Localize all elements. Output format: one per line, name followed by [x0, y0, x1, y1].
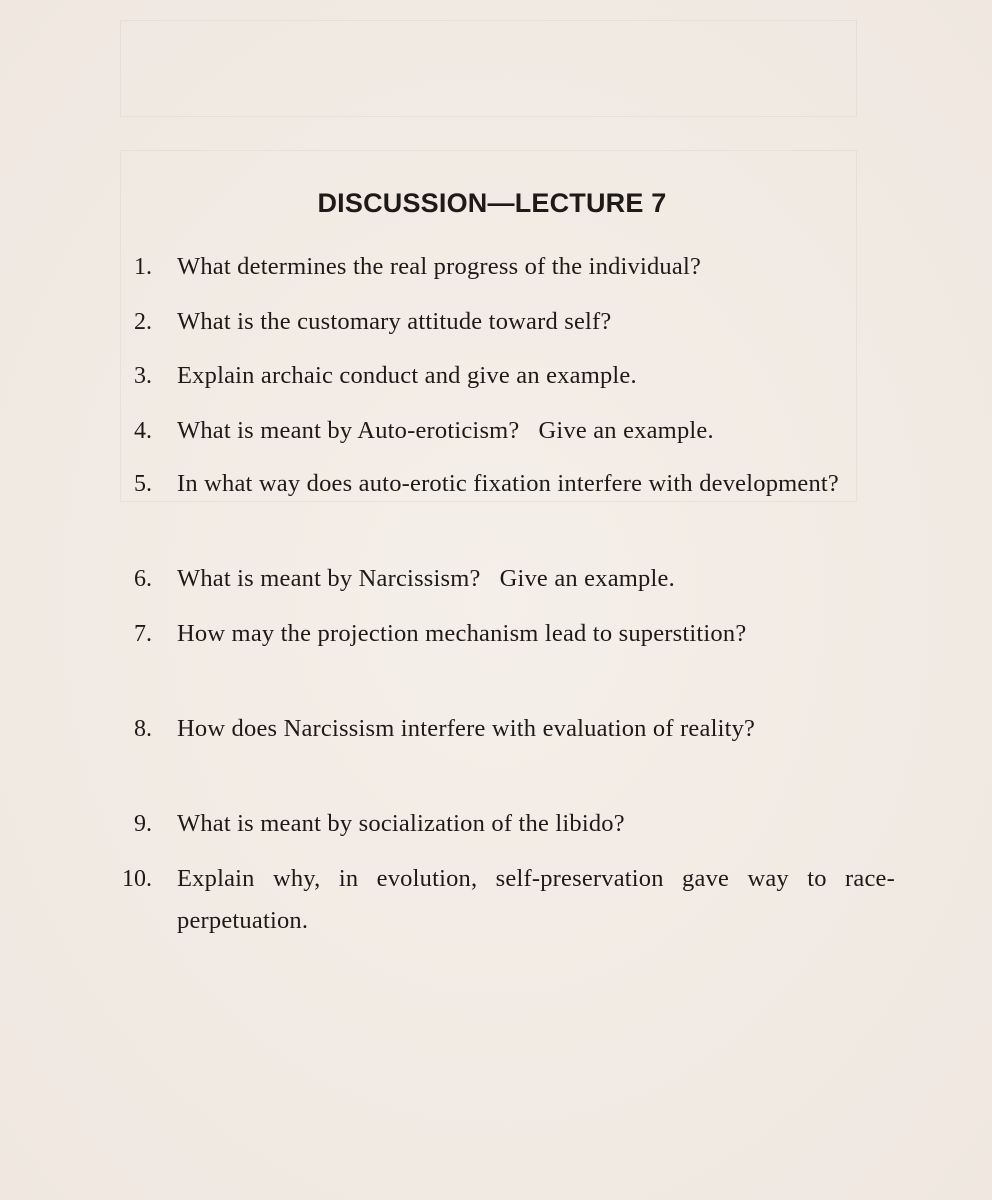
list-item [100, 708, 895, 750]
item-number: 7. [134, 621, 152, 647]
item-text: What is meant by Narcissism? Give an example. [177, 565, 675, 592]
item-text: What is the customary attitude toward self? [177, 308, 612, 335]
page-title: DISCUSSION—LECTURE 7 [317, 188, 667, 218]
item-text: Explain why, in evolution, self-preservation gave way to race-perpetuation. [177, 865, 895, 934]
item-number: 9. [134, 811, 152, 837]
item-number: 6. [134, 566, 152, 592]
list-item [100, 613, 895, 655]
list-item [100, 803, 895, 845]
item-text: What is meant by socialization of the libido? [177, 810, 625, 837]
item-number: 5. [134, 471, 152, 497]
item-text: In what way does auto-erotic fixation interfere with development? [177, 470, 840, 497]
list-item [100, 410, 895, 452]
list-item [100, 355, 895, 397]
list-item [100, 301, 895, 343]
list-item [100, 558, 895, 600]
item-text: Explain archaic conduct and give an example. [177, 362, 637, 389]
list-item [100, 463, 895, 505]
bleed-through-box [120, 20, 857, 117]
item-number: 10. [122, 866, 152, 892]
item-text: How may the projection mechanism lead to superstition? [177, 620, 747, 647]
item-text: How does Narcissism interfere with evaluation of reality? [177, 715, 756, 742]
item-number: 4. [134, 418, 152, 444]
list-item [100, 246, 895, 288]
item-number: 1. [134, 254, 152, 280]
item-text: What determines the real progress of the individual? [177, 253, 702, 280]
item-number: 3. [134, 363, 152, 389]
item-number: 8. [134, 716, 152, 742]
item-number: 2. [134, 309, 152, 335]
item-text: What is meant by Auto-eroticism? Give an example. [177, 417, 714, 444]
list-item [100, 858, 895, 942]
